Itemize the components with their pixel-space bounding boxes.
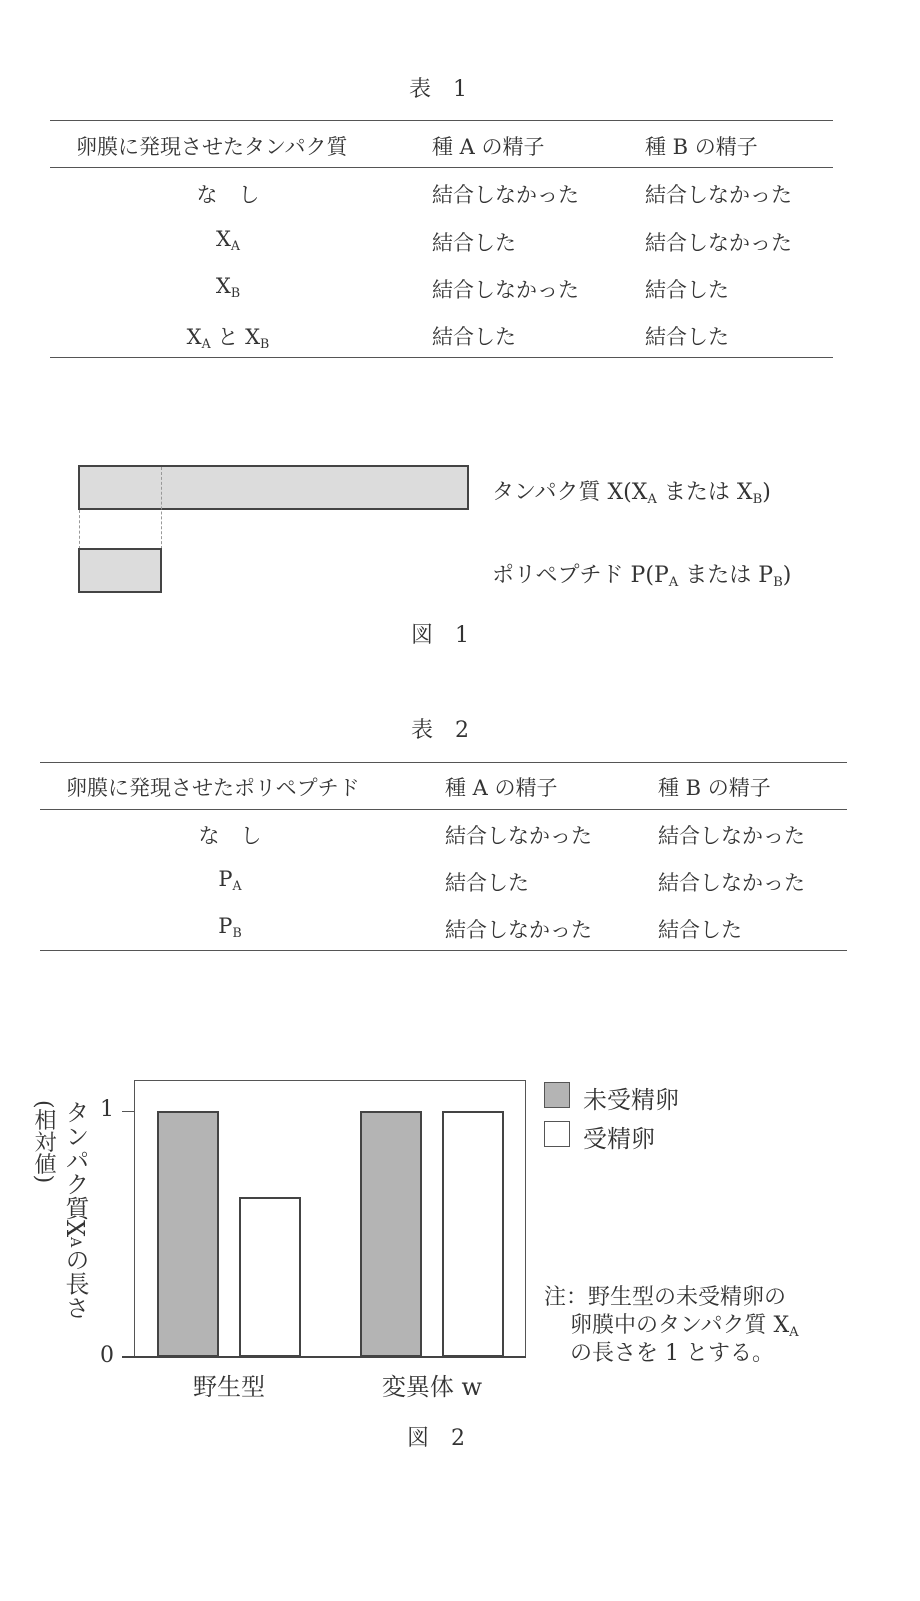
y-tick-label-1: 1 <box>100 1097 114 1122</box>
label-sub: A <box>668 574 679 590</box>
table2-row-b: 結合しなかった <box>658 871 805 895</box>
note-text: 卵膜中のタンパク質 X <box>570 1313 790 1338</box>
table2-header-rule <box>40 809 847 810</box>
expr-main: X <box>245 325 261 349</box>
table1-bottom-rule <box>50 357 833 358</box>
expr-sub: A <box>201 335 211 351</box>
table2-header-species-a: 種 A の精子 <box>445 776 558 800</box>
table1-row-a: 結合した <box>432 231 516 255</box>
table1-top-rule <box>50 120 833 121</box>
table1-row-b: 結合した <box>645 325 729 349</box>
polypeptide-p-label <box>492 558 791 590</box>
table2-row-b: 結合した <box>658 918 742 942</box>
label-sub: A <box>647 491 657 507</box>
table2-header-species-b: 種 B の精子 <box>658 776 771 800</box>
ylabel-x-main: X <box>61 1220 89 1238</box>
table2-row-a: 結合した <box>445 871 529 895</box>
table2-top-rule <box>40 762 847 763</box>
table1-row-expr <box>216 274 240 300</box>
table1-row-expr: な し <box>196 183 260 207</box>
legend-label-fertilized: 受精卵 <box>583 1125 655 1153</box>
figure2-caption: 図 2 <box>407 1426 465 1451</box>
alignment-dash-left <box>79 510 80 549</box>
legend-label-unfertilized: 未受精卵 <box>583 1086 679 1114</box>
table1-header-species-b: 種 B の精子 <box>645 135 758 159</box>
table1-row-b: 結合しなかった <box>645 231 792 255</box>
table1-row-b: 結合しなかった <box>645 183 792 207</box>
protein-x-label <box>492 475 771 507</box>
bar-mutant-fertilized <box>442 1111 504 1357</box>
expr-main: X <box>186 325 202 349</box>
note-sub: A <box>789 1324 799 1340</box>
legend-swatch-fertilized <box>544 1121 570 1147</box>
table1-row-expr <box>216 227 240 253</box>
table2-row-expr <box>218 867 241 893</box>
table1-caption: 表 1 <box>409 77 467 102</box>
label-sub: B <box>752 491 763 507</box>
note-line-1: 注：野生型の未受精卵の <box>544 1285 787 1310</box>
label-text: または P <box>678 563 774 588</box>
label-text: ) <box>762 480 771 505</box>
bar-wildtype-unfertilized <box>157 1111 219 1357</box>
table2-row-a: 結合しなかった <box>445 918 592 942</box>
expr-sub: B <box>260 335 270 351</box>
note-line-3: の長さを 1 とする。 <box>570 1341 774 1366</box>
label-text: または X <box>656 480 753 505</box>
legend-swatch-unfertilized <box>544 1082 570 1108</box>
ylabel-text: タンパク質 <box>61 1100 89 1220</box>
table1-header-expr: 卵膜に発現させたタンパク質 <box>76 135 348 159</box>
table1-row-expr <box>187 321 270 351</box>
table1-header-species-a: 種 A の精子 <box>432 135 545 159</box>
expr-sub: B <box>230 284 241 300</box>
label-text: ポリペプチド P(P <box>492 563 669 588</box>
expr-conj: と <box>210 325 246 349</box>
expr-main: P <box>218 867 233 891</box>
table2-caption: 表 2 <box>411 718 469 743</box>
x-label-mutant-w: 変異体 w <box>381 1373 483 1401</box>
table2-bottom-rule <box>40 950 847 951</box>
table1-row-a: 結合しなかった <box>432 183 579 207</box>
expr-sub: B <box>232 924 242 940</box>
y-tick-label-0: 0 <box>100 1343 114 1368</box>
x-label-wildtype: 野生型 <box>193 1373 265 1401</box>
table1-row-b: 結合した <box>645 278 729 302</box>
expr-main: X <box>215 227 231 251</box>
y-axis-label <box>60 1100 90 1319</box>
ylabel-x <box>61 1220 89 1247</box>
bar-wildtype-fertilized <box>239 1197 301 1357</box>
figure1-caption: 図 1 <box>411 623 469 648</box>
y-tick-1 <box>122 1111 134 1112</box>
bar-mutant-unfertilized <box>360 1111 422 1357</box>
table2-row-expr: な し <box>198 824 262 848</box>
protein-x-bar <box>78 465 469 510</box>
polypeptide-p-bar <box>78 548 162 593</box>
table1-row-a: 結合した <box>432 325 516 349</box>
ylabel-text: の長さ <box>61 1247 89 1320</box>
label-text: ) <box>782 563 792 588</box>
expr-sub: A <box>230 237 241 253</box>
label-sub: B <box>773 574 783 590</box>
table1-header-rule <box>50 167 833 168</box>
table1-row-a: 結合しなかった <box>432 278 579 302</box>
table2-row-expr <box>218 914 241 940</box>
table2-row-a: 結合しなかった <box>445 824 592 848</box>
table2-header-expr: 卵膜に発現させたポリペプチド <box>66 776 360 800</box>
y-axis-unit: (相対値) <box>31 1100 56 1184</box>
expr-main: X <box>215 274 231 298</box>
expr-sub: A <box>232 877 242 893</box>
table2-row-b: 結合しなかった <box>658 824 805 848</box>
label-text: タンパク質 X(X <box>492 480 648 505</box>
alignment-dash-right <box>161 467 162 549</box>
ylabel-x-sub: A <box>67 1237 83 1248</box>
expr-main: P <box>218 914 233 938</box>
